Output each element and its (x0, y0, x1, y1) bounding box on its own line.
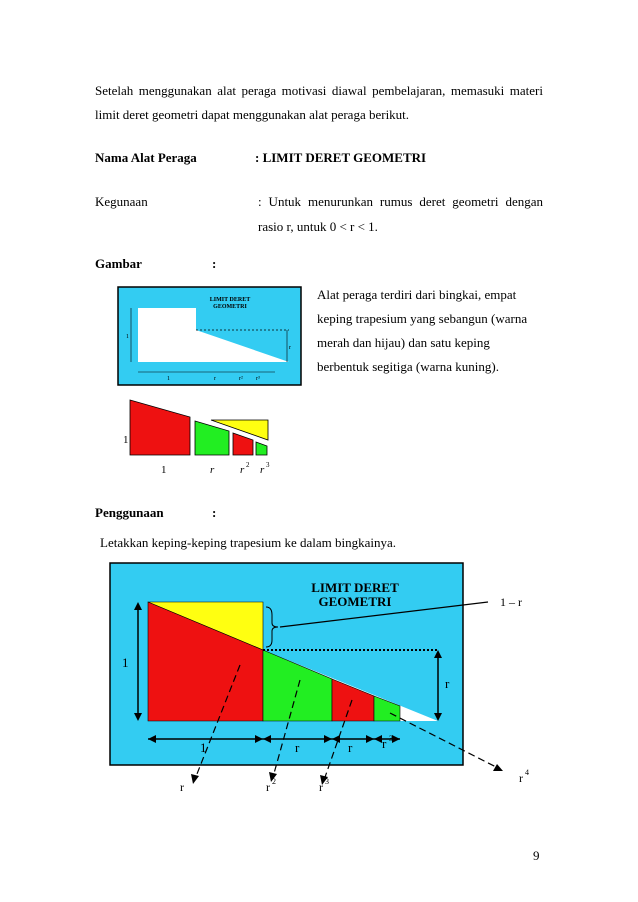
large-pointer-r3: r (319, 780, 323, 794)
pieces-bottom-r2-exp: 2 (246, 461, 250, 469)
large-label-r-right: r (445, 676, 450, 691)
penggunaan-colon: : (212, 505, 217, 520)
pointer-r4-head (493, 764, 503, 771)
large-pointer-r4-exp: 4 (525, 768, 529, 777)
large-bottom-r2: r (348, 740, 353, 755)
gambar-colon: : (212, 256, 217, 271)
description-line: berbentuk segitiga (warna kuning). (317, 359, 499, 374)
large-label-1-left: 1 (122, 655, 129, 670)
large-label-1-minus-r: 1 – r (500, 595, 522, 609)
description (317, 283, 527, 379)
pieces-label-1: 1 (123, 434, 129, 446)
large-pointer-r2: r (266, 780, 270, 794)
pieces-bottom-1: 1 (161, 464, 167, 476)
pointer-r-head (191, 774, 199, 784)
small-frame-title1: LIMIT DERET (209, 297, 251, 303)
description-line: keping trapesium yang sebangun (warna (317, 311, 528, 326)
description-line: Alat peraga terdiri dari bingkai, empat (317, 287, 517, 302)
small-frame-bottom-1: 1 (167, 376, 170, 382)
intro-paragraph: Setelah menggunakan alat peraga motivasi diawal pembelajaran, memasuki materi limit deret geometri dapat menggunakan alat peraga berikut. (95, 83, 543, 122)
pieces-bottom-r2: r (240, 464, 245, 476)
piece-green-large (195, 421, 229, 455)
large-pointer-r3-exp: 3 (325, 777, 329, 786)
large-bottom-1: 1 (200, 740, 207, 755)
page-number: 9 (533, 848, 540, 863)
pieces-bottom-r3-exp: 3 (266, 461, 270, 469)
description-line: merah dan hijau) dan satu keping (317, 335, 490, 350)
kegunaan-value-line2: rasio r, untuk 0 < r < 1. (258, 219, 378, 234)
large-bottom-r3: r (382, 736, 387, 751)
small-frame-title2: GEOMETRI (213, 304, 247, 310)
name-label: Nama Alat Peraga (95, 150, 197, 165)
large-frame-title1: LIMIT DERET (311, 580, 399, 595)
penggunaan-instruction: Letakkan keping-keping trapesium ke dalam bingkainya. (100, 535, 397, 550)
large-frame-title2: GEOMETRI (318, 594, 392, 609)
large-frame-diagram (100, 555, 545, 805)
small-frame-label-r: r (289, 345, 291, 351)
large-pointer-r: r (180, 780, 184, 794)
kegunaan-label: Kegunaan (95, 194, 148, 209)
name-value: : LIMIT DERET GEOMETRI (255, 150, 427, 165)
piece-red-large (130, 400, 190, 455)
pieces-bottom-r: r (210, 464, 215, 476)
large-bottom-r: r (295, 740, 300, 755)
large-pointer-r2-exp: 2 (272, 777, 276, 786)
penggunaan-label: Penggunaan (95, 505, 164, 520)
small-frame-label-1: 1 (126, 334, 129, 340)
small-frame-bottom-r3: r³ (256, 376, 260, 382)
kegunaan-value-line1: : Untuk menurunkan rumus deret geometri dengan (258, 194, 543, 209)
pieces-bottom-r3: r (260, 464, 265, 476)
pieces-diagram (115, 395, 285, 480)
piece-green-small (256, 442, 267, 455)
piece-red-small (233, 433, 253, 455)
small-frame-bottom-r2: r² (239, 376, 243, 382)
small-frame-bottom-r: r (214, 376, 216, 382)
large-bottom-r3-exp: 3 (389, 734, 393, 743)
small-frame-diagram (117, 286, 302, 386)
large-pointer-r4: r (519, 771, 523, 785)
gambar-label: Gambar (95, 256, 142, 271)
